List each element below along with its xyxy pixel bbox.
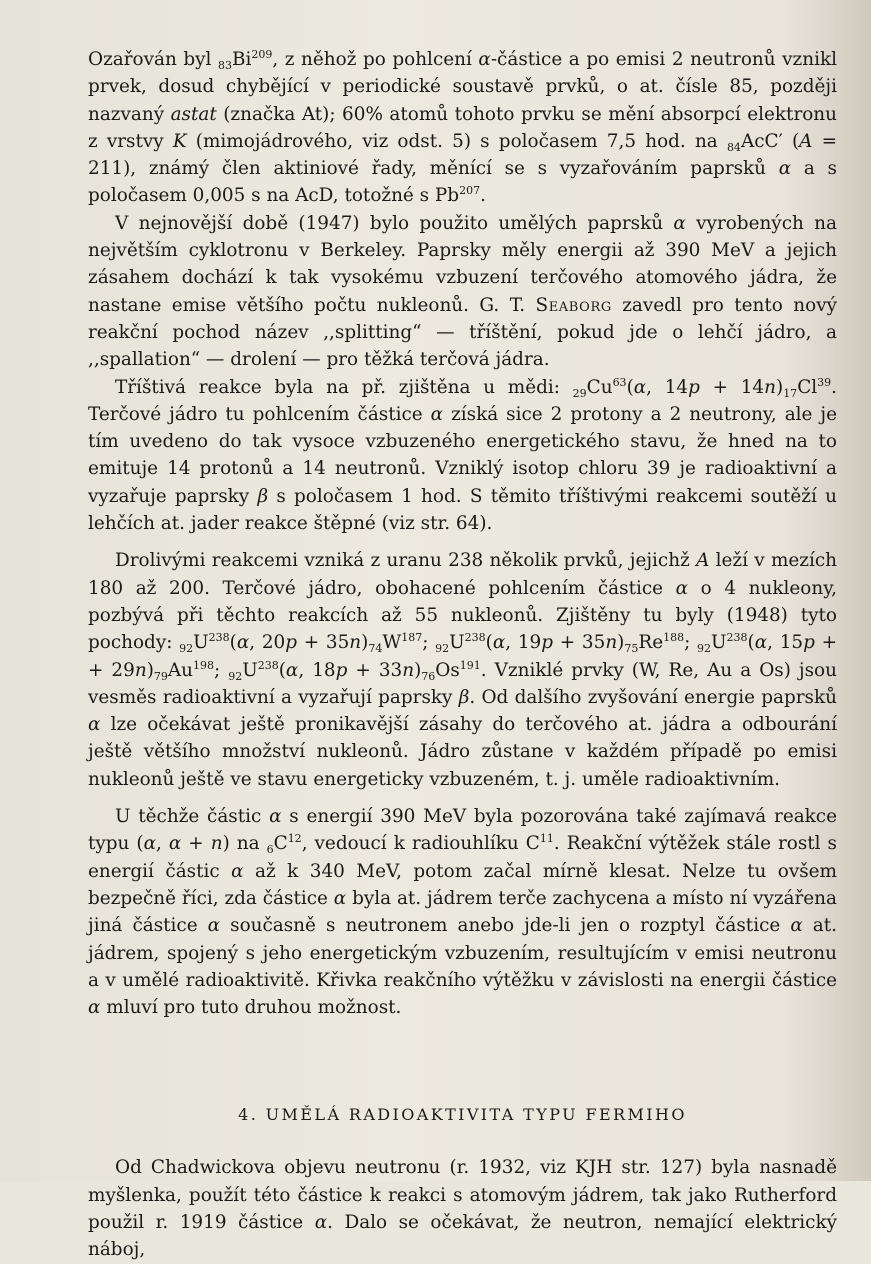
section-heading: 4. UMĚLÁ RADIOAKTIVITA TYPU FERMIHO (238, 1105, 687, 1125)
paragraph-splitting: V nejnovější době (1947) bylo použito umělých paprsků α vyrobených na největším cyklotronu v Berkeley. Paprsky měly energii až 390 MeV a jejich zásahem dochází k tak vysokému vzbuzení terčového atomového jádra, že nastane emise většího počtu nukleonů. G. T. Seaborg zavedl pro tento nový reakční pochod název ,,splitting“ — tříštění, pokud jde o lehčí jádro, a ,,spallation“ — drolení — pro těžká terčová jádra. (88, 212, 837, 371)
paragraph-carbon-reaction: U těchže částic α s energií 390 MeV byla pozorována také zajímavá reakce typu (α, α + n) na $_6C^{12}$, vedoucí k radiouhlíku $C^{11}$. Reakční výtěžek stále rostl s energií částic α až k 340 MeV, potom začal mírně klesat. Nelze tu ovšem bezpečně říci, zda částice α byla at. jádrem terče zachycena a místo ní vyzářena jiná částice α současně s neutronem anebo jde-li jen o rozptyl částice α at. jádrem, spojený s jeho energetickým vzbuzením, resultujícím v emisi neutronu a v umělé radioaktivitě. Křivka reakčního výtěžku v závislosti na energii částice α mluví pro tuto druhou možnost. (88, 806, 838, 1019)
paragraph-chadwick: Od Chadwickova objevu neutronu (r. 1932, viz KJH str. 127) byla nasnadě myšlenka, použít této částice k reakci s atomovým jádrem, tak jako Rutherford použil r. 1919 částice α. Dalo se očekávat, že neutron, nemající elektrický náboj, (88, 1157, 837, 1261)
paragraph-spallation-uranium: Drolivými reakcemi vzniká z uranu 238 několik prvků, jejichž A leží v mezích 180 až 200. Terčové jádro, obohacené pohlcením částice α o 4 nukleony, pozbývá při těchto reakcích až 55 nukleonů. Zjištěny tu byly (1948) tyto pochody: $_{92}U^{238}(\alpha$, $20p + 35n)_{74}W^{187}$; $_{92}U^{238}(\alpha$, $19p + 35n)_{75}Re^{188}$; $_{92}U^{238}(\alpha$, 15p + + $29n)_{79}Au^{198}$; $_{92}U^{238}(\alpha$, $18p + 33n)_{76}Os^{191}$. Vzniklé prvky (W, Re, Au a Os) jsou vesměs radioaktivní a vyzařují paprsky β. Od dalšího zvyšování energie paprsků α lze očekávat ještě pronikavější zásahy do terčového at. jádra a odbourání ještě většího množství nukleonů. Jádro zůstane v každém případě po emisi nukleonů ještě ve stavu energeticky vzbuzeném, t. j. uměle radioaktivním. (88, 550, 838, 790)
paragraph-astat: Ozařován byl $_{83}Bi^{209}$, z něhož po pohlcení α-částice a po emisi 2 neutronů vznikl prvek, dosud chybějící v periodické soustavě prvků, o at. čísle 85, později nazvaný astat (značka At); 60% atomů tohoto prvku se mění absorpcí elektronu z vrstvy K (mimojádrového, viz odst. 5) s poločasem 7,5 hod. na $_{84}$AcC′ (A = 211), známý člen aktiniové řady, měnící se s vyzařováním paprsků α a s poločasem 0,005 s na AcD, totožné s Pb$^{207}$. (88, 48, 837, 207)
paragraph-copper-reaction: Tříštivá reakce byla na př. zjištěna u mědi: $_{29}Cu^{63}(\alpha$, $14p + 14n)_{17}Cl^{39}$. Terčové jádro tu pohlcením částice α získá sice 2 protony a 2 neutrony, ale je tím uvedeno do tak vysoce vzbuzeného energetického stavu, že hned na to emituje 14 protonů a 14 neutronů. Vzniklý isotop chloru 39 je radioaktivní a vyzařuje paprsky β s poločasem 1 hod. S těmito tříštivými reakcemi soutěží u lehčích at. jader reakce štěpné (viz str. 64). (88, 375, 837, 535)
